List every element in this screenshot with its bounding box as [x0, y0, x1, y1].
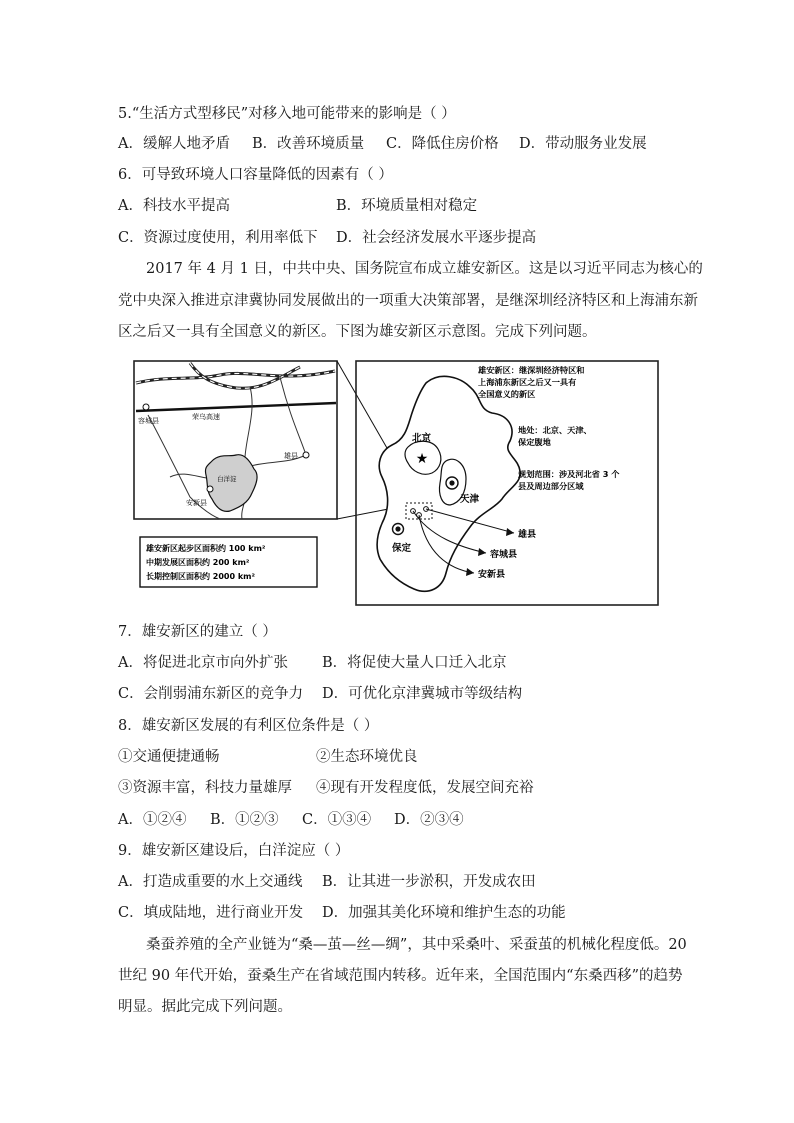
q7-option-d: D．可优化京津冀城市等级结构: [322, 686, 523, 702]
q7-stem: 7．雄安新区的建立（ ）: [118, 624, 277, 640]
rongcheng-dot-left: [143, 404, 149, 410]
q8-item-2: ②生态环境优良: [316, 749, 418, 765]
tianjin-label: 天津: [460, 494, 480, 505]
passage1-line-3: 区之后又一具有全国意义的新区。下图为雄安新区示意图。完成下列问题。: [118, 324, 597, 340]
q9-option-c: C．填成陆地，进行商业开发: [118, 905, 304, 921]
rongcheng-label-left: 容城县: [138, 417, 159, 425]
q5-option-a: A．缓解人地矛盾: [118, 136, 230, 152]
q6-option-b: B．环境质量相对稳定: [336, 198, 478, 214]
note1-line-2: 上海浦东新区之后又一具有: [478, 377, 577, 387]
q8-option-b: B．①②③: [210, 812, 279, 828]
note1-line-3: 全国意义的新区: [478, 389, 536, 399]
q7-option-a: A．将促进北京市向外扩张: [118, 655, 288, 671]
baoding-label: 保定: [392, 543, 412, 554]
expressway-label: 荣乌高速: [192, 413, 220, 421]
area-line-2: 中期发展区面积约 200 km²: [146, 558, 250, 567]
area-line-3: 长期控制区面积约 2000 km²: [146, 572, 255, 581]
q7-option-b: B．将促使大量人口迁入北京: [322, 655, 507, 671]
q7-option-c: C．会削弱浦东新区的竞争力: [118, 686, 304, 702]
passage1-line-1: 2017 年 4 月 1 日，中共中央、国务院宣布成立雄安新区。这是以习近平同志为核心的: [146, 261, 703, 277]
note1-line-1: 雄安新区：继深圳经济特区和: [478, 365, 585, 375]
xiongxian-label-left: 雄县: [284, 452, 298, 460]
q9-option-d: D．加强其美化环境和维护生态的功能: [322, 905, 566, 921]
q8-option-d: D．②③④: [394, 812, 464, 828]
beijing-label: 北京: [412, 433, 432, 444]
note2-line-1: 地处：北京、天津、: [518, 425, 592, 435]
passage1-line-2: 党中央深入推进京津冀协同发展做出的一项重大决策部署，是继深圳经济特区和上海浦东新: [118, 293, 698, 309]
anxin-dot-left: [207, 486, 213, 492]
q5-option-c: C．降低住房价格: [386, 136, 499, 152]
xiongan-map-figure: [130, 357, 662, 609]
q6-stem: 6．可导致环境人口容量降低的因素有（ ）: [118, 167, 393, 183]
lake-label: 白洋淀: [217, 475, 237, 483]
passage2-line-1: 桑蚕养殖的全产业链为“桑—茧—丝—绸”，其中采桑叶、采蚕茧的机械化程度低。20: [146, 937, 687, 953]
xiongxian-dot-left: [303, 452, 309, 458]
q8-item-4: ④现有开发程度低，发展空间充裕: [316, 780, 534, 796]
q8-item-3: ③资源丰富，科技力量雄厚: [118, 780, 292, 796]
q8-option-c: C．①③④: [302, 812, 372, 828]
q9-stem: 9．雄安新区建设后，白洋淀应（ ）: [118, 843, 350, 859]
note3-line-2: 县及周边部分区域: [518, 481, 584, 491]
xiongxian-label-right: 雄县: [518, 530, 537, 540]
rongcheng-label-right: 容城县: [490, 550, 518, 560]
q5-option-b: B．改善环境质量: [252, 136, 365, 152]
anxin-label-left: 安新县: [186, 499, 207, 507]
beijing-star-icon: ★: [415, 451, 429, 467]
note2-line-2: 保定腹地: [518, 437, 551, 447]
passage2-line-3: 明显。据此完成下列问题。: [118, 999, 292, 1015]
q6-option-d: D．社会经济发展水平逐步提高: [336, 230, 537, 246]
anxin-label-right: 安新县: [478, 570, 506, 580]
q8-stem: 8．雄安新区发展的有利区位条件是（ ）: [118, 718, 379, 734]
passage2-line-2: 世纪 90 年代开始，蚕桑生产在省域范围内转移。近年来，全国范围内“东桑西移”的趋势: [118, 968, 683, 984]
q9-option-a: A．打造成重要的水上交通线: [118, 874, 303, 890]
note3-line-1: 规划范围：涉及河北省 3 个: [518, 469, 620, 479]
area-line-1: 雄安新区起步区面积约 100 km²: [146, 544, 266, 553]
q6-option-a: A．科技水平提高: [118, 198, 230, 214]
q5-option-d: D．带动服务业发展: [519, 136, 647, 152]
q8-item-1: ①交通便捷通畅: [118, 749, 220, 765]
q9-option-b: B．让其进一步淤积，开发成农田: [322, 874, 536, 890]
q6-option-c: C．资源过度使用，利用率低下: [118, 230, 318, 246]
q8-option-a: A．①②④: [118, 812, 187, 828]
q5-stem: 5.“生活方式型移民”对移入地可能带来的影响是（ ）: [118, 106, 456, 122]
